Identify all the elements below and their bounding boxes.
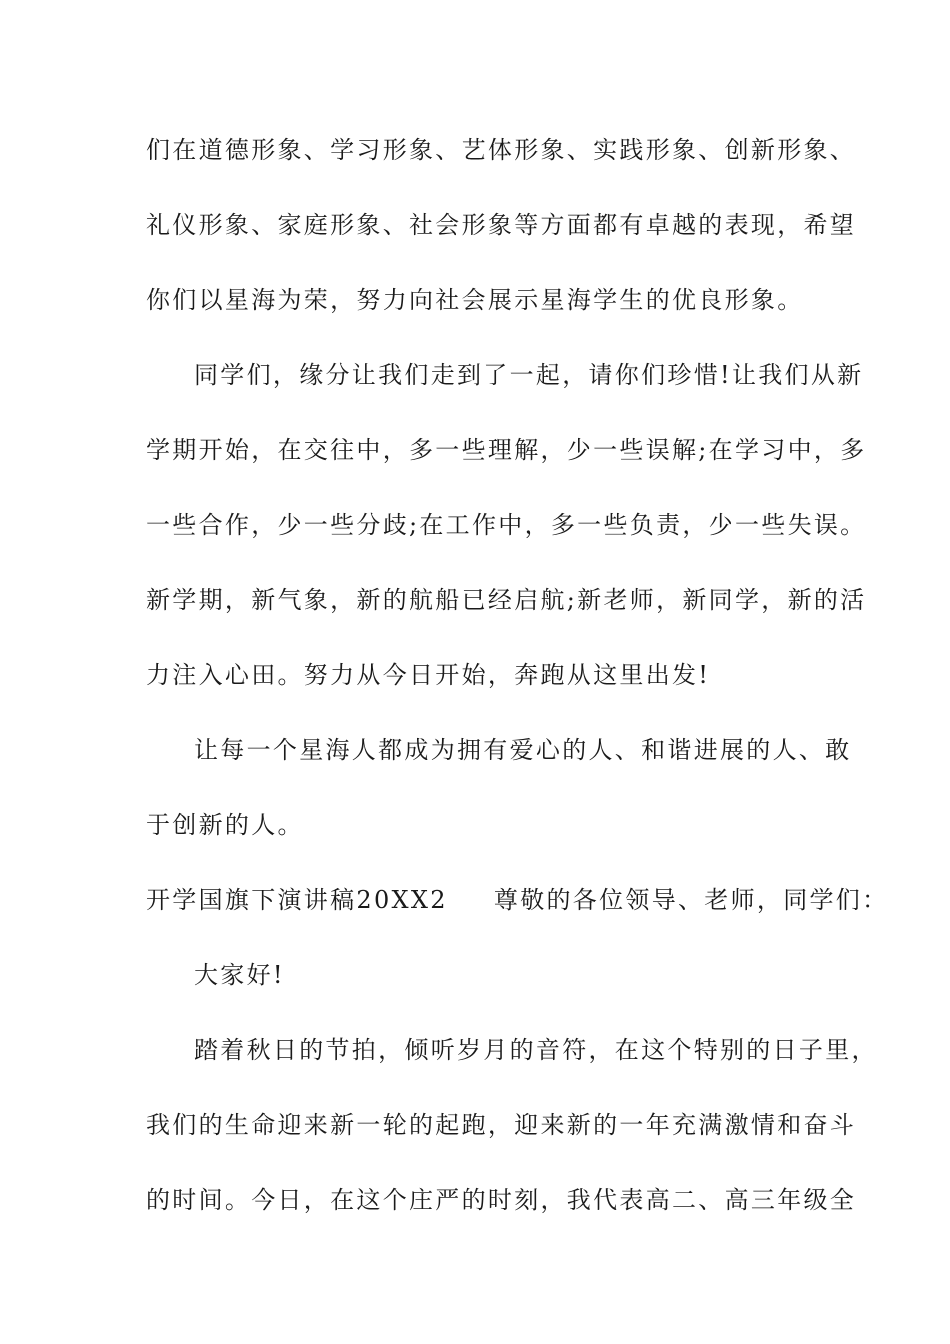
paragraph-first-line: 踏着秋日的节拍，倾听岁月的音符，在这个特别的日子里， xyxy=(194,1036,878,1064)
paragraph-first-line: 同学们，缘分让我们走到了一起，请你们珍惜!让我们从新 xyxy=(194,361,864,389)
body-text-line: 你们以星海为荣，努力向社会展示星海学生的优良形象。 xyxy=(146,286,804,314)
body-text-line: 学期开始，在交往中，多一些理解，少一些误解;在学习中，多 xyxy=(146,436,867,464)
section-title: 开学国旗下演讲稿20XX2 xyxy=(146,886,448,914)
paragraph-first-line: 让每一个星海人都成为拥有爱心的人、和谐进展的人、敢 xyxy=(194,736,852,764)
body-text-line: 我们的生命迎来新一轮的起跑，迎来新的一年充满激情和奋斗 xyxy=(146,1111,857,1139)
salutation: 尊敬的各位领导、老师，同学们： xyxy=(493,886,889,914)
body-text-line: 们在道德形象、学习形象、艺体形象、实践形象、创新形象、 xyxy=(146,136,857,164)
body-text-line: 新学期，新气象，新的航船已经启航;新老师，新同学，新的活 xyxy=(146,586,867,614)
body-text-line: 礼仪形象、家庭形象、社会形象等方面都有卓越的表现，希望 xyxy=(146,211,857,239)
body-text-line: 力注入心田。努力从今日开始，奔跑从这里出发! xyxy=(146,661,711,689)
greeting-line: 大家好! xyxy=(194,961,285,989)
body-text-line: 一些合作，少一些分歧;在工作中，多一些负责，少一些失误。 xyxy=(146,511,867,539)
body-text-line: 的时间。今日，在这个庄严的时刻，我代表高二、高三年级全 xyxy=(146,1186,857,1214)
body-text-line: 于创新的人。 xyxy=(146,811,304,839)
section-heading-line xyxy=(146,884,889,916)
